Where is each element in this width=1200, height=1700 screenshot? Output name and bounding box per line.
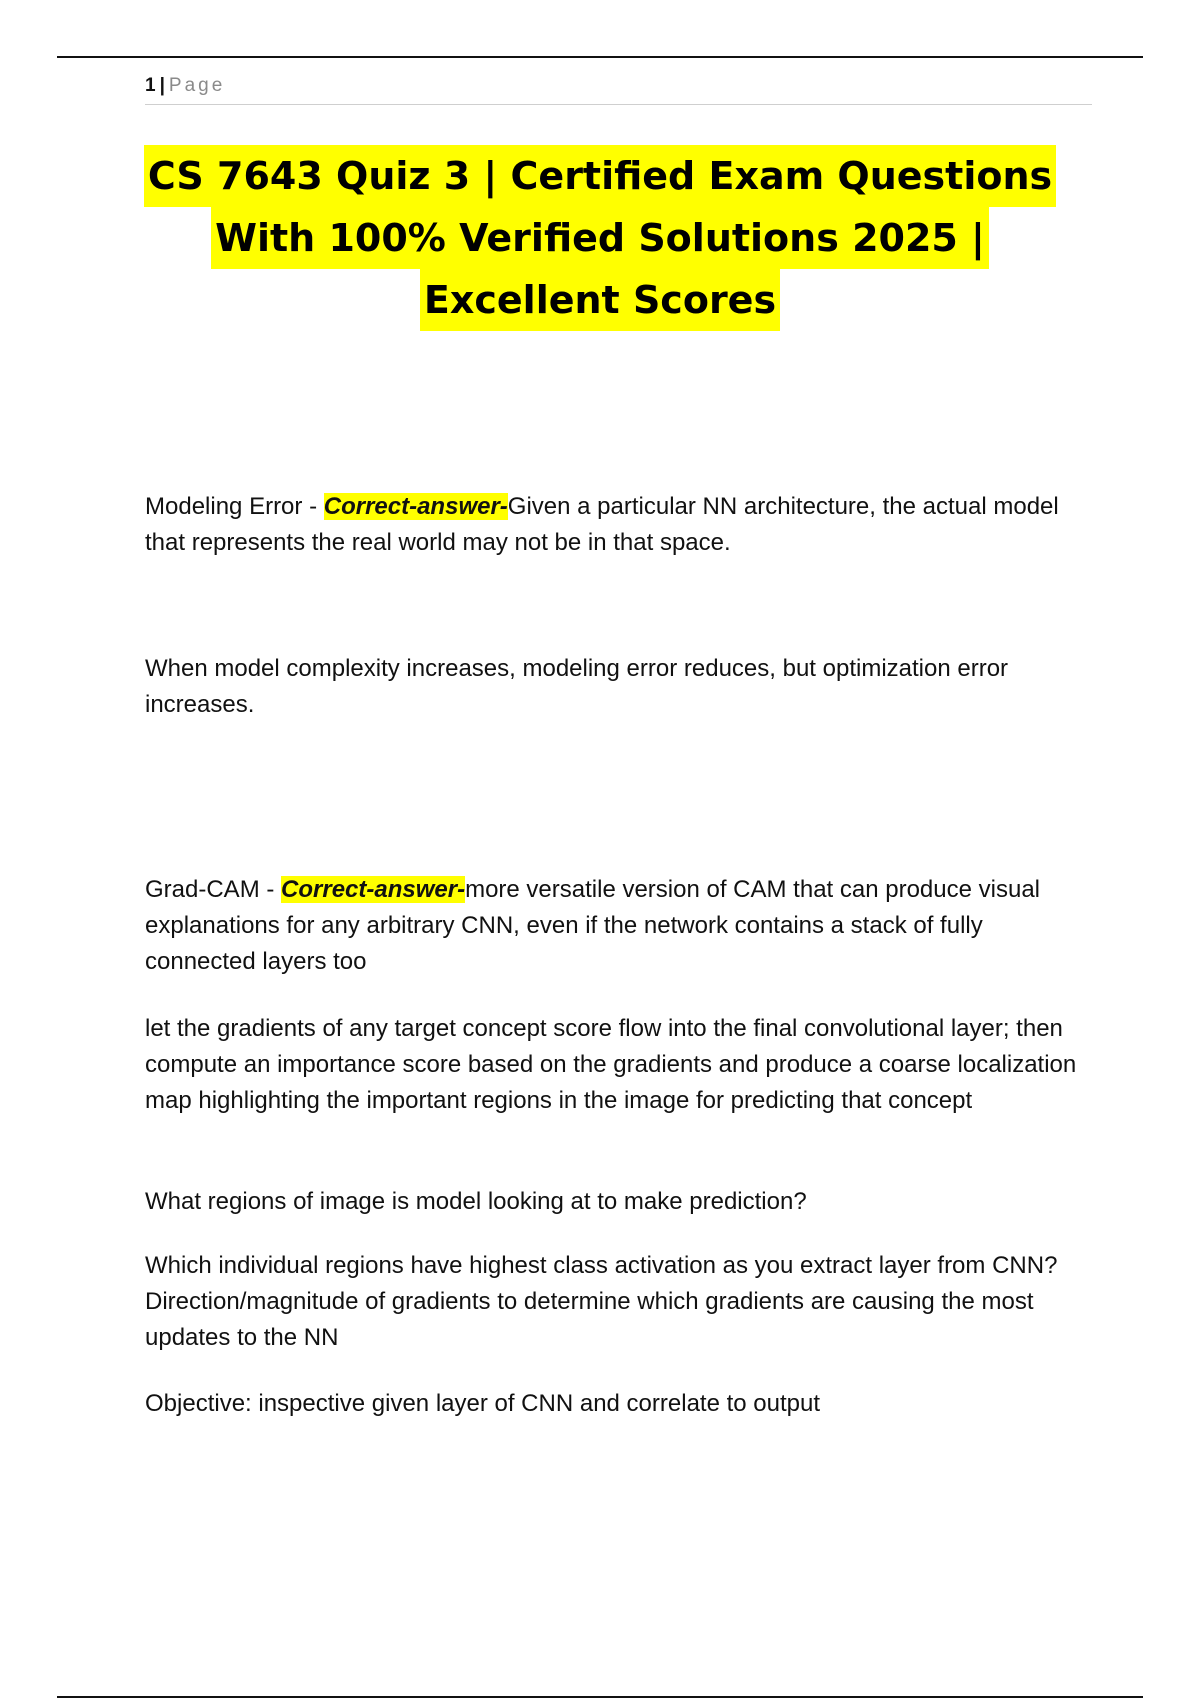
entry-term: Modeling Error - <box>145 493 324 520</box>
entry-gradients-explanation: let the gradients of any target concept score flow into the final convolutional layer; then compute an importance score based on the gradients and produce a coarse localization map highlighting the important regions in the image for predicting that concept <box>145 1015 1077 1114</box>
correct-answer-marker: Correct-answer- <box>323 493 508 520</box>
entry-class-activation: Which individual regions have highest class activation as you extract layer from CNN? Direction/magnitude of gradients to determine which gradients are causing the most updates to the NN <box>145 1252 1058 1351</box>
document-title <box>120 145 1080 331</box>
page-number: 1 <box>145 75 156 96</box>
title-line-2: With 100% Verified Solutions 2025 | <box>211 207 989 269</box>
entry-answer: Given a particular NN architecture, the actual model that represents the real world may not be in that space. <box>145 493 1059 556</box>
title-line-1: CS 7643 Quiz 3 | Certified Exam Questions <box>144 145 1056 207</box>
entry-answer: more versatile version of CAM that can produce visual explanations for any arbitrary CNN, even if the network contains a stack of fully connected layers too <box>145 876 1040 975</box>
top-rule <box>57 56 1143 58</box>
entry-model-complexity: When model complexity increases, modeling error reduces, but optimization error increases. <box>145 655 1009 718</box>
page-label: Page <box>168 75 226 96</box>
entry-objective: Objective: inspective given layer of CNN and correlate to output <box>145 1390 821 1417</box>
entry-modeling-error <box>145 489 1095 561</box>
page-separator: | <box>159 75 165 96</box>
title-line-3: Excellent Scores <box>420 269 780 331</box>
entry-grad-cam <box>145 872 1095 980</box>
entry-regions-question: What regions of image is model looking at to make prediction? <box>145 1188 807 1215</box>
bottom-rule <box>57 1696 1143 1698</box>
correct-answer-marker: Correct-answer- <box>281 876 466 903</box>
entry-term: Grad-CAM - <box>145 876 282 903</box>
page-header <box>145 72 1092 105</box>
